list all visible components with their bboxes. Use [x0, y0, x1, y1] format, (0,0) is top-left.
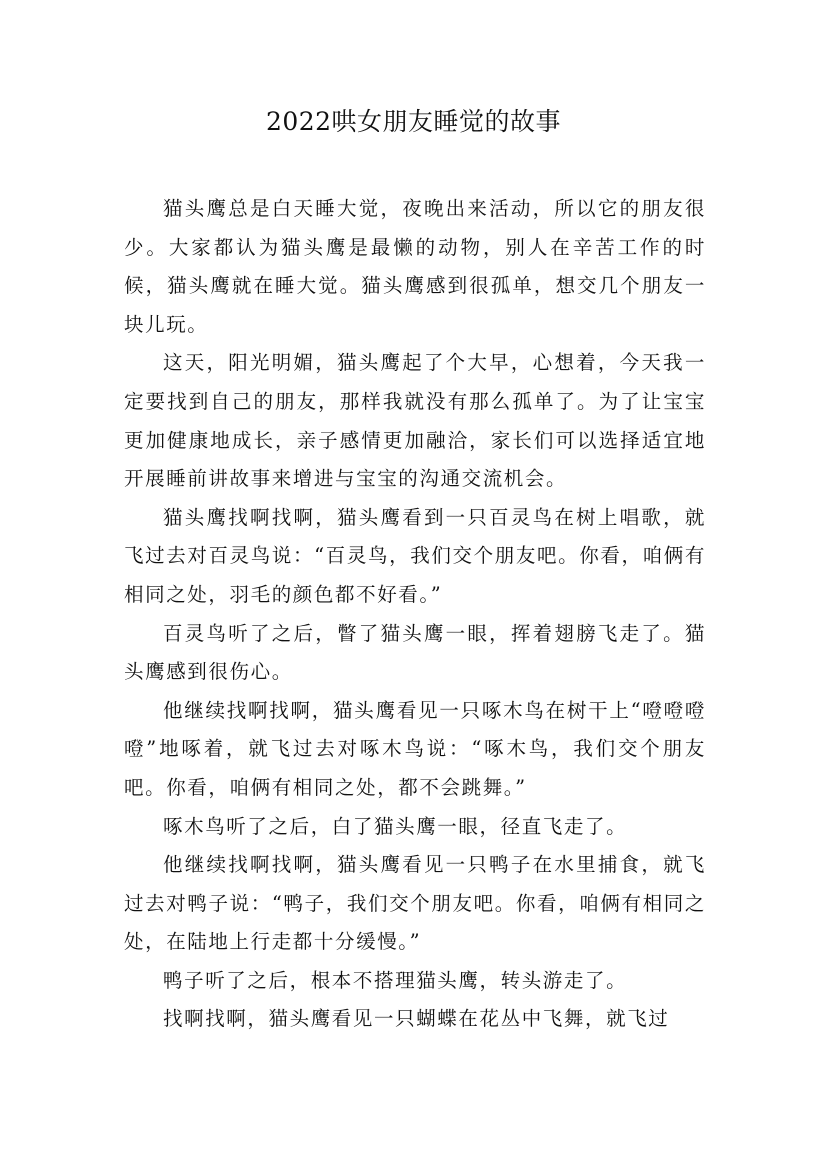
paragraph: 这天，阳光明媚，猫头鹰起了个大早，心想着，今天我一定要找到自己的朋友，那样我就没有那么孤单了。为了让宝宝更加健康地成长，亲子感情更加融洽，家长们可以选择适宜地开展睡前讲故事来增进与宝宝的沟通交流机会。 — [124, 351, 706, 491]
paragraph: 猫头鹰找啊找啊，猫头鹰看到一只百灵鸟在树上唱歌，就飞过去对百灵鸟说：“百灵鸟，我们交个朋友吧。你看，咱俩有相同之处，羽毛的颜色都不好看。” — [124, 505, 706, 606]
paragraph: 他继续找啊找啊，猫头鹰看见一只鸭子在水里捕食，就飞过去对鸭子说：“鸭子，我们交个朋友吧。你看，咱俩有相同之处，在陆地上行走都十分缓慢。” — [124, 853, 706, 954]
paragraph: 他继续找啊找啊，猫头鹰看见一只啄木鸟在树干上“噔噔噔噔”地啄着，就飞过去对啄木鸟说：“啄木鸟，我们交个朋友吧。你看，咱俩有相同之处，都不会跳舞。” — [124, 698, 706, 799]
paragraph: 鸭子听了之后，根本不搭理猫头鹰，转头游走了。 — [163, 968, 628, 992]
paragraph: 啄木鸟听了之后，白了猫头鹰一眼，径直飞走了。 — [163, 814, 628, 838]
paragraph: 百灵鸟听了之后，瞥了猫头鹰一眼，挥着翅膀飞走了。猫头鹰感到很伤心。 — [124, 621, 706, 684]
document-title: 2022哄女朋友睡觉的故事 — [265, 107, 562, 136]
paragraph: 找啊找啊，猫头鹰看见一只蝴蝶在花丛中飞舞，就飞过 — [163, 1007, 670, 1031]
document-body — [124, 190, 706, 1039]
paragraph: 猫头鹰总是白天睡大觉，夜晚出来活动，所以它的朋友很少。大家都认为猫头鹰是最懒的动物，别人在辛苦工作的时候，猫头鹰就在睡大觉。猫头鹰感到很孤单，想交几个朋友一块儿玩。 — [124, 197, 706, 336]
